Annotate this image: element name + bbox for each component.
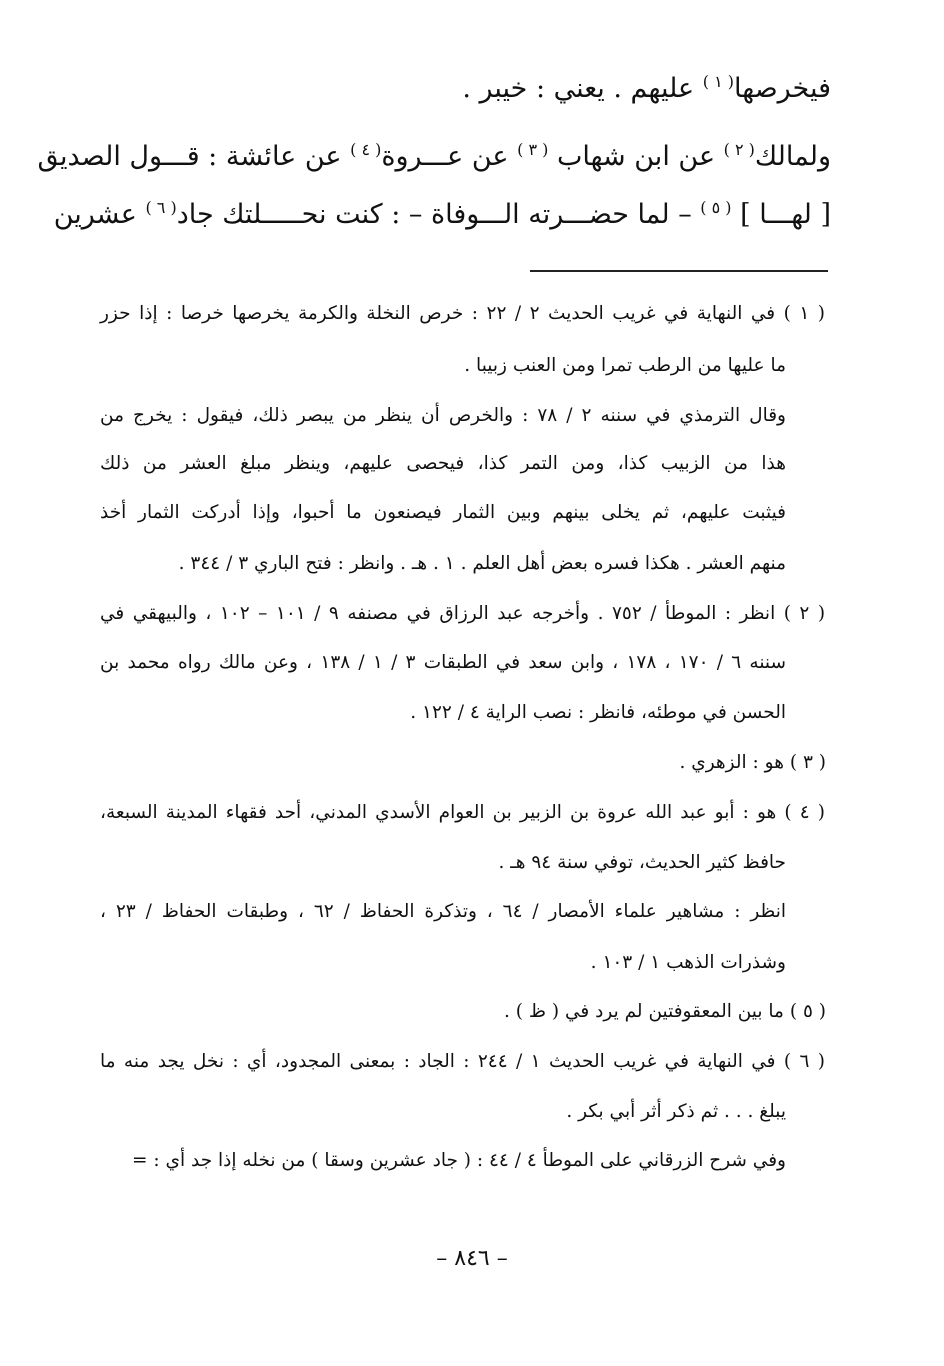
footnote-ref-4[interactable]: ( ٤ ) <box>350 140 382 159</box>
main-text-segment: عليهم . يعني : خيبر . <box>462 73 703 104</box>
footnote-4-line-1: ( ٤ ) هو : أبو عبد الله عروة بن الزبير بن العوام الأسدي المدني، أحد فقهاء المدينة السبعة، <box>100 802 826 823</box>
main-text-line-3 <box>53 198 831 231</box>
footnote-ref-3[interactable]: ( ٣ ) <box>517 140 549 159</box>
footnote-ref-5[interactable]: ( ٥ ) <box>700 198 732 217</box>
footnote-1-line-3: وقال الترمذي في سننه ٢ / ٧٨ : والخرص أن ينظر من يبصر ذلك، فيقول : يخرج من <box>100 405 786 426</box>
footnote-3: ( ٣ ) هو : الزهري . <box>679 752 826 773</box>
main-text-segment: عشرين <box>53 199 146 230</box>
footnote-5: ( ٥ ) ما بين المعقوفتين لم يرد في ( ظ ) . <box>504 1001 826 1022</box>
main-text-line-1 <box>462 72 831 105</box>
footnote-1-line-6: منهم العشر . هكذا فسره بعض أهل العلم . ١ . هـ . وانظر : فتح الباري ٣ / ٣٤٤ . <box>178 553 786 574</box>
footnote-1-line-2: ما عليها من الرطب تمرا ومن العنب زبيبا . <box>464 355 786 376</box>
footnote-1-line-1: ( ١ ) في النهاية في غريب الحديث ٢ / ٢٢ : خرص النخلة والكرمة يخرصها خرصا : إذا حزر <box>100 303 825 324</box>
footnote-4-line-2: حافظ كثير الحديث، توفي سنة ٩٤ هـ . <box>498 852 786 873</box>
main-text-segment: فيخرصها <box>734 73 831 104</box>
main-text-segment: عن عـــروة <box>381 141 518 172</box>
page-number: – ٨٤٦ – <box>436 1246 508 1271</box>
main-text-segment: عن عائشة : قـــول الصديق <box>37 141 351 172</box>
footnote-6-line-3: وفي شرح الزرقاني على الموطأ ٤ / ٤٤ : ( جاد عشرين وسقا ) من نخله إذا جد أي : = <box>132 1150 786 1171</box>
footnote-ref-1[interactable]: ( ١ ) <box>702 72 735 91</box>
main-text-line-2 <box>37 140 831 173</box>
footnote-2-line-3: الحسن في موطئه، فانظر : نصب الراية ٤ / ١٢٢ . <box>410 702 786 723</box>
footnote-ref-2[interactable]: ( ٢ ) <box>723 140 755 159</box>
footnote-6-line-2: يبلغ . . . ثم ذكر أثر أبي بكر . <box>566 1101 786 1122</box>
footnote-2-line-2: سننه ٦ / ١٧٠ ، ١٧٨ ، وابن سعد في الطبقات ٣ / ١ / ١٣٨ ، وعن مالك رواه محمد بن <box>100 652 787 673</box>
footnote-separator <box>530 270 828 272</box>
main-text-segment: [ لهـــا ] <box>731 199 831 230</box>
footnote-4-line-4: وشذرات الذهب ١ / ١٠٣ . <box>590 952 786 973</box>
footnote-1-line-4: هذا من الزبيب كذا، ومن التمر كذا، فيحصى عليهم، وينظر مبلغ العشر من ذلك <box>100 453 786 474</box>
footnote-2-line-1: ( ٢ ) انظر : الموطأ / ٧٥٢ . وأخرجه عبد الرزاق في مصنفه ٩ / ١٠١ – ١٠٢ ، والبيهقي في <box>100 603 826 624</box>
footnote-6-line-1: ( ٦ ) في النهاية في غريب الحديث ١ / ٢٤٤ : الجاد : بمعنى المجدود، أي : نخل يجد منه ما <box>100 1051 825 1072</box>
main-text-segment: عن ابن شهاب <box>548 141 724 172</box>
footnote-1-line-5: فيثبت عليهم، ثم يخلى بينهم وبين الثمار فيصنعون ما أحبوا، وإذا أدركت الثمار أخذ <box>100 502 786 523</box>
footnote-ref-6[interactable]: ( ٦ ) <box>145 198 177 217</box>
main-text-segment: ولمالك <box>754 141 831 172</box>
footnote-4-line-3: انظر : مشاهير علماء الأمصار / ٦٤ ، وتذكرة الحفاظ / ٦٢ ، وطبقات الحفاظ / ٢٣ ، <box>100 901 786 922</box>
main-text-segment: – لما حضـــرته الـــوفاة – : كنت نحـــــلتك جاد <box>176 199 701 230</box>
